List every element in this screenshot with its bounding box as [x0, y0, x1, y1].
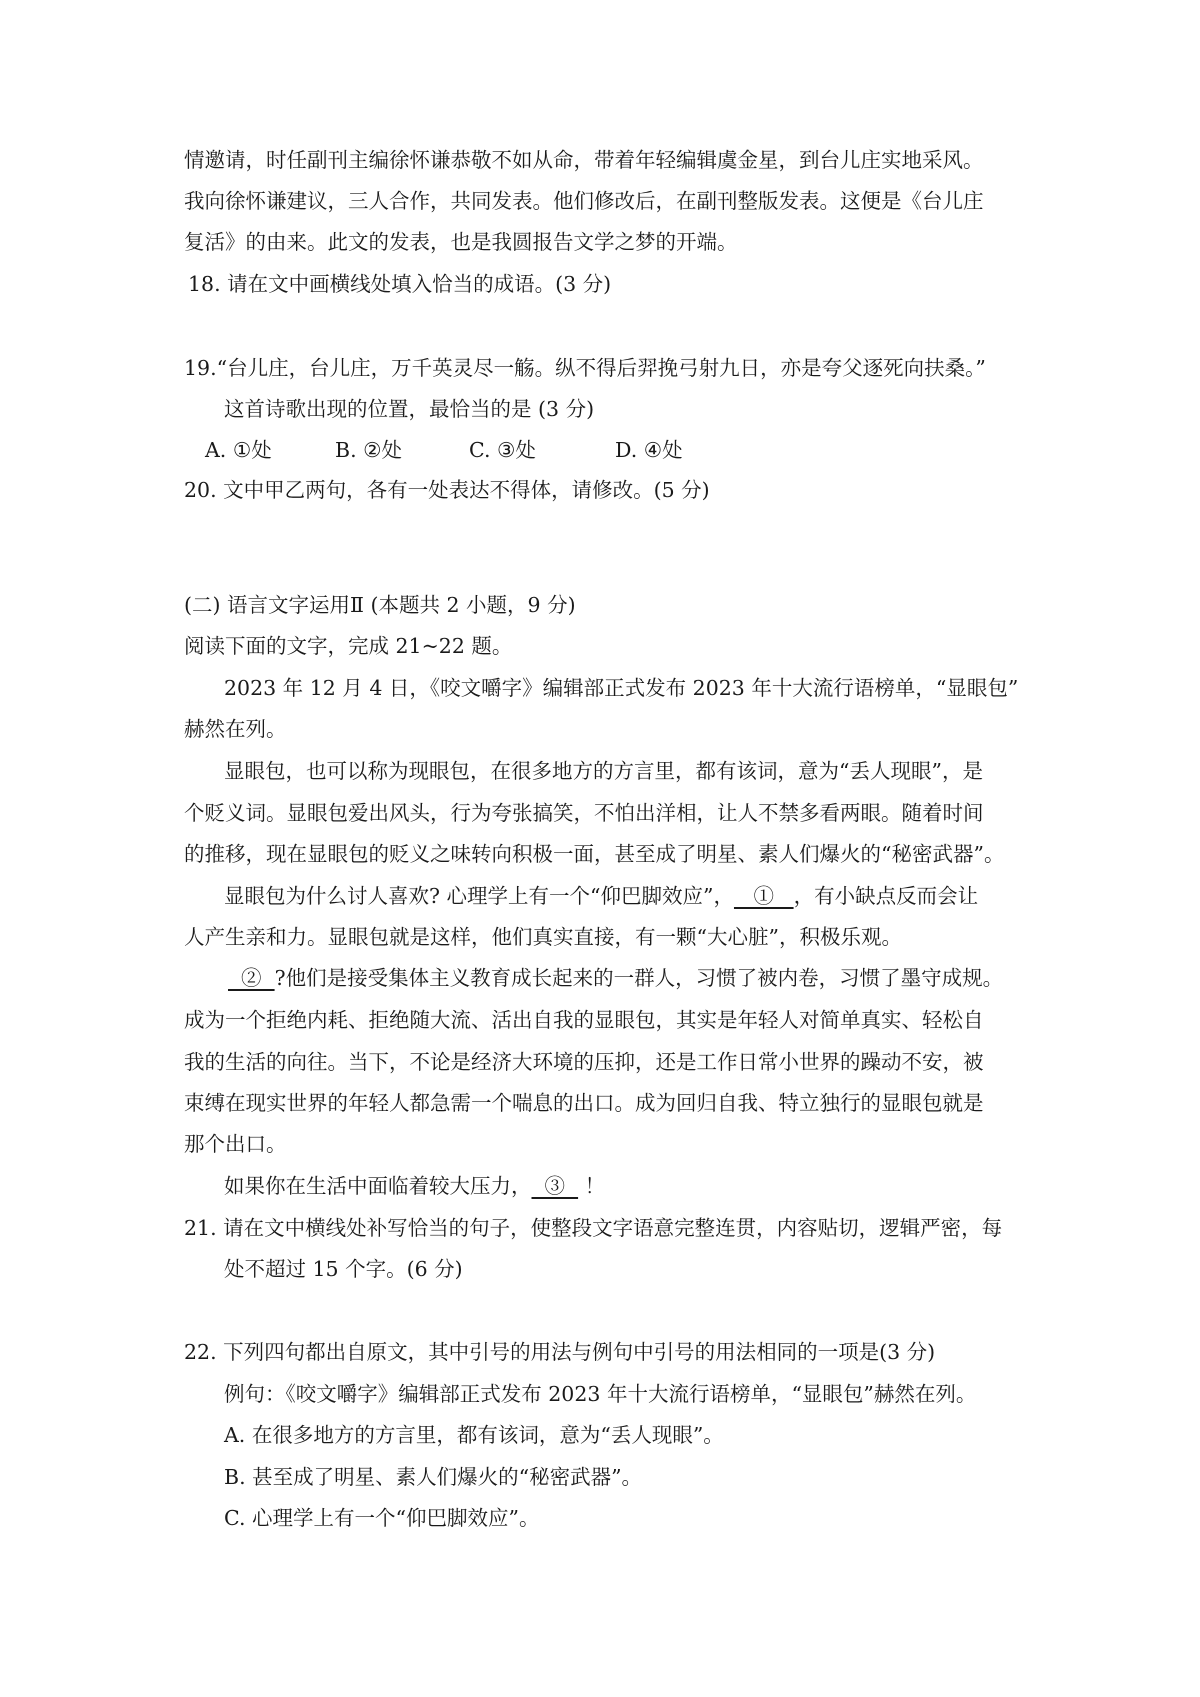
option-b: B. ②处	[335, 438, 402, 462]
passage-text: 显眼包为什么讨人喜欢? 心理学上有一个“仰巴脚效应”，	[224, 884, 734, 908]
question-18: 18. 请在文中画横线处填入恰当的成语。(3 分)	[188, 272, 612, 296]
question-22-example: 例句：《咬文嚼字》编辑部正式发布 2023 年十大流行语榜单，“显眼包”赫然在列。	[224, 1382, 977, 1406]
section-instruction: 阅读下面的文字，完成 21~22 题。	[184, 634, 513, 658]
question-21-cont: 处不超过 15 个字。(6 分)	[224, 1257, 463, 1281]
question-22-option-a: A. 在很多地方的方言里，都有该词，意为“丢人现眼”。	[224, 1423, 724, 1447]
passage-text: ，有小缺点反而会让	[793, 884, 979, 908]
question-22-option-c: C. 心理学上有一个“仰巴脚效应”。	[224, 1506, 540, 1530]
passage-line: 个贬义词。显眼包爱出风头，行为夸张搞笑，不怕出洋相，让人不禁多看两眼。随着时间	[184, 801, 984, 825]
passage-line: 显眼包，也可以称为现眼包，在很多地方的方言里，都有该词，意为“丢人现眼”，是	[224, 759, 983, 783]
passage-line: 那个出口。	[184, 1132, 287, 1156]
section-title: (二) 语言文字运用Ⅱ (本题共 2 小题，9 分)	[184, 593, 576, 617]
passage-text: 如果你在生活中面临着较大压力，	[224, 1174, 532, 1198]
passage-line: 2023 年 12 月 4 日，《咬文嚼字》编辑部正式发布 2023 年十大流行语榜单，“显眼包”	[224, 676, 1019, 700]
paragraph-line: 复活》的由来。此文的发表，也是我圆报告文学之梦的开端。	[184, 230, 738, 254]
question-19-prompt: 这首诗歌出现的位置，最恰当的是 (3 分)	[224, 397, 595, 421]
passage-line: 成为一个拒绝内耗、拒绝随大流、活出自我的显眼包，其实是年轻人对简单真实、轻松自	[184, 1008, 984, 1032]
passage-line	[224, 882, 978, 910]
question-19-stem: 19.“台儿庄，台儿庄，万千英灵尽一觞。纵不得后羿挽弓射九日，亦是夸父逐死向扶桑。”	[184, 356, 986, 380]
passage-line: 人产生亲和力。显眼包就是这样，他们真实直接，有一颗“大心脏”，积极乐观。	[184, 925, 902, 949]
paragraph-line: 我向徐怀谦建议，三人合作，共同发表。他们修改后，在副刊整版发表。这便是《台儿庄	[184, 189, 984, 213]
passage-line: 我的生活的向往。当下，不论是经济大环境的压抑，还是工作日常小世界的躁动不安，被	[184, 1050, 984, 1074]
question-21-stem: 21. 请在文中横线处补写恰当的句子，使整段文字语意完整连贯，内容贴切，逻辑严密，每	[184, 1216, 1003, 1240]
passage-line: 束缚在现实世界的年轻人都急需一个喘息的出口。成为回归自我、特立独行的显眼包就是	[184, 1091, 984, 1115]
passage-line	[224, 1172, 605, 1200]
blank-1: ①	[733, 884, 794, 908]
blank-3: ③	[531, 1174, 579, 1198]
passage-line	[228, 964, 1003, 992]
option-a: A. ①处	[205, 438, 272, 462]
option-d: D. ④处	[615, 438, 683, 462]
option-c: C. ③处	[469, 438, 536, 462]
question-22-option-b: B. 甚至成了明星、素人们爆火的“秘密武器”。	[224, 1465, 643, 1489]
question-19-options	[205, 436, 683, 464]
passage-line: 的推移，现在显眼包的贬义之味转向积极一面，甚至成了明星、素人们爆火的“秘密武器”。	[184, 842, 1005, 866]
blank-2: ②	[228, 966, 275, 990]
question-22-stem: 22. 下列四句都出自原文，其中引号的用法与例句中引号的用法相同的一项是(3 分)	[184, 1340, 936, 1364]
question-20: 20. 文中甲乙两句，各有一处表达不得体，请修改。(5 分)	[184, 478, 710, 502]
passage-text: ?他们是接受集体主义教育成长起来的一群人，习惯了被内卷，习惯了墨守成规。	[274, 966, 1004, 990]
paragraph-line: 情邀请，时任副刊主编徐怀谦恭敬不如从命，带着年轻编辑虞金星，到台儿庄实地采风。	[184, 148, 984, 172]
passage-text: ！	[578, 1174, 606, 1198]
passage-line: 赫然在列。	[184, 717, 287, 741]
